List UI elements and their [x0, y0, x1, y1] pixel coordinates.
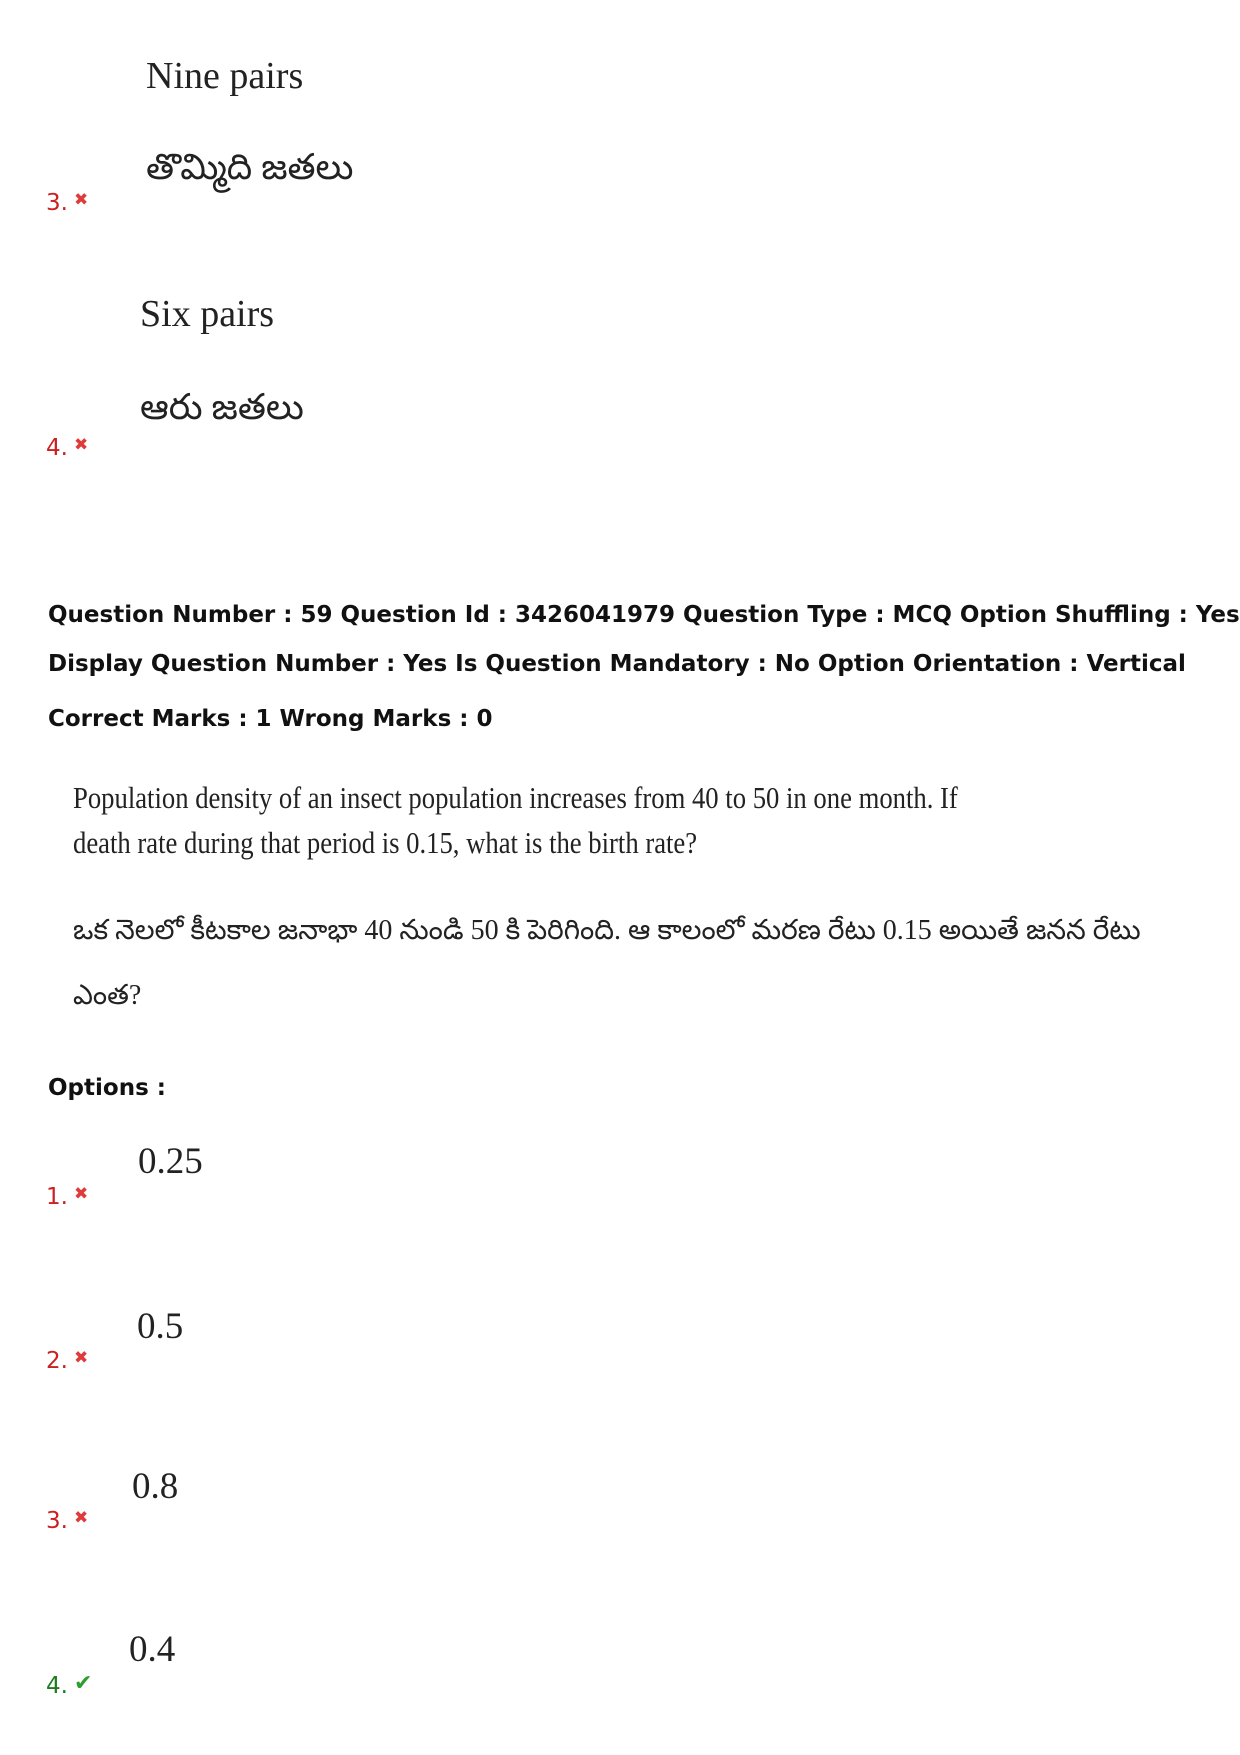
- prev-option-3-english: Nine pairs: [146, 55, 304, 97]
- question-meta-line1: Question Number : 59 Question Id : 3426041979 Question Type : MCQ Option Shuffling : Yes: [48, 602, 1240, 628]
- option-4-value: 0.4: [129, 1629, 176, 1670]
- prev-option-3-number: [46, 190, 88, 216]
- question-meta-line2: Display Question Number : Yes Is Question Mandatory : No Option Orientation : Vertical: [48, 651, 1186, 677]
- question-text-telugu-2: ఎంత?: [73, 980, 142, 1011]
- question-text-english-1: Population density of an insect population increases from 40 to 50 in one month. If: [73, 780, 958, 815]
- question-text-telugu-1: ఒక నెలలో కీటకాల జనాభా 40 నుండి 50 కి పెరిగింది. ఆ కాలంలో మరణ రేటు 0.15 అయితే జనన రేటు: [73, 915, 1141, 946]
- prev-option-4-telugu: ఆరు జతలు: [140, 387, 304, 427]
- option-3-label: 3.: [46, 1508, 68, 1534]
- question-text-english-2: death rate during that period is 0.15, what is the birth rate?: [73, 825, 698, 860]
- options-label: Options :: [48, 1075, 166, 1101]
- prev-option-3-label: 3.: [46, 190, 68, 216]
- check-icon: ✔: [73, 1671, 93, 1696]
- option-3-number: [46, 1508, 88, 1534]
- option-2-label: 2.: [46, 1348, 68, 1374]
- option-2-number: [46, 1348, 88, 1374]
- option-3-value: 0.8: [132, 1466, 179, 1507]
- prev-option-4-label: 4.: [46, 435, 68, 461]
- cross-icon: ✖: [73, 190, 89, 210]
- option-1-label: 1.: [46, 1184, 68, 1210]
- cross-icon: ✖: [73, 1348, 89, 1368]
- prev-option-3-telugu: తొమ్మిది జతలు: [146, 147, 354, 187]
- question-meta-line3: Correct Marks : 1 Wrong Marks : 0: [48, 706, 493, 732]
- option-2-value: 0.5: [137, 1306, 184, 1347]
- prev-option-4-number: [46, 435, 88, 461]
- option-1-number: [46, 1184, 88, 1210]
- option-4-number: [46, 1673, 92, 1699]
- prev-option-4-english: Six pairs: [140, 293, 275, 335]
- option-1-value: 0.25: [138, 1141, 203, 1182]
- cross-icon: ✖: [73, 1508, 89, 1528]
- option-4-label: 4.: [46, 1673, 68, 1699]
- cross-icon: ✖: [73, 435, 89, 455]
- cross-icon: ✖: [73, 1184, 89, 1204]
